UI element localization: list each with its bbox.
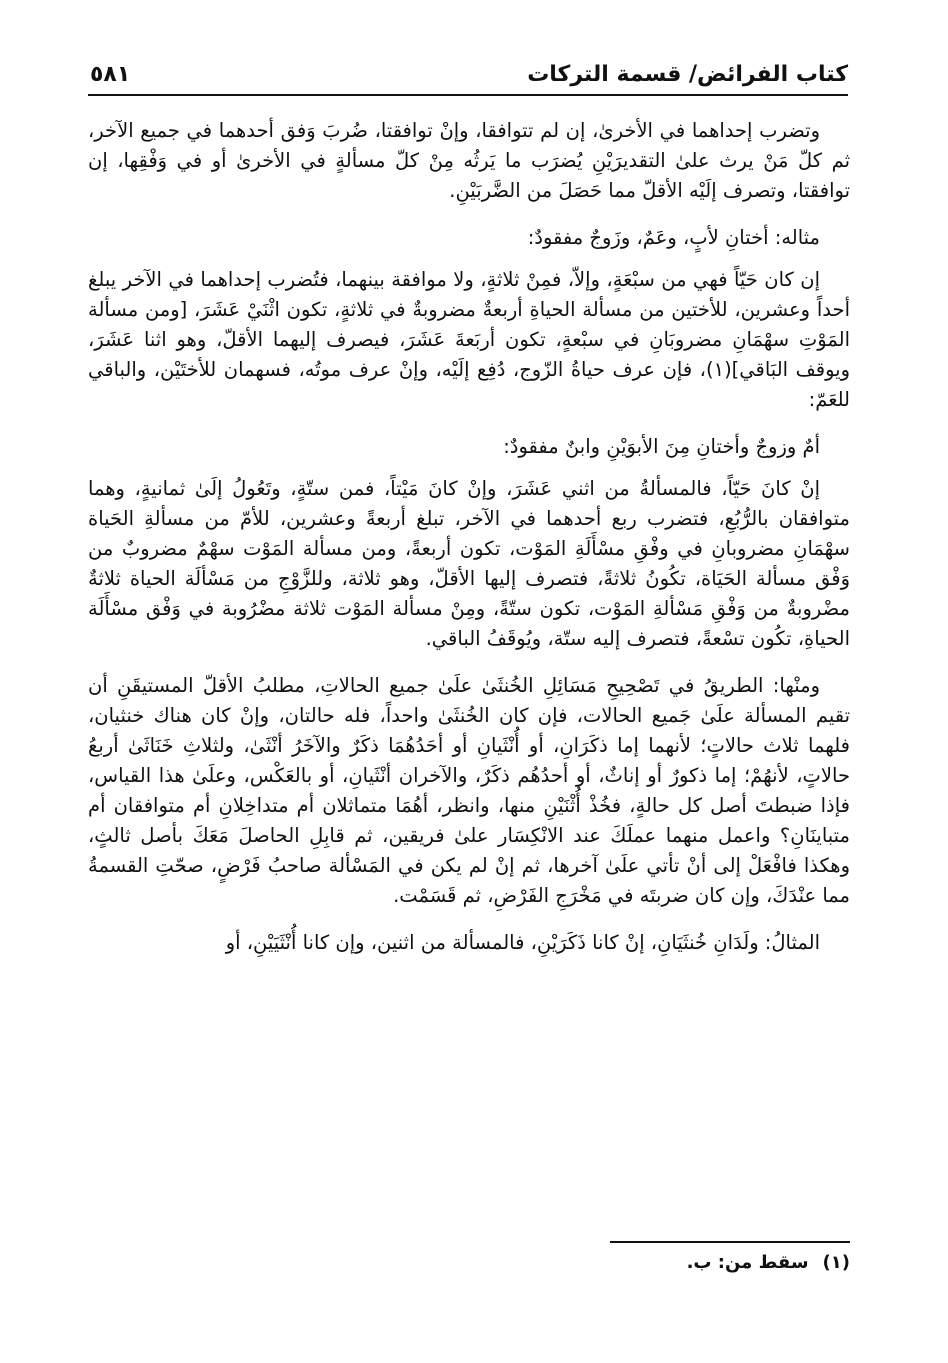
paragraph-second-heading: أمٌ وزوجٌ وأختانِ مِنَ الأبوَيْنِ وابنٌ مفقودٌ: <box>503 435 820 458</box>
paragraph-example-one: إن كان حَيّاً فهي من سبْعَةٍ، وإلاّ، فمِنْ ثلاثةٍ، ولا موافقة بينهما، فتُضرب إحداهما في الآخر يبلغ أحداً وعشرين، للأختين من مسألة الحياةِ أربعةٌ مضروبةٌ في ثلاثةٍ، تكون اثْنَيْ عَشَرَ، [ومن مسألة المَوْتِ سهْمَانِ مضروبَانِ في سبْعةٍ، تكون أربَعةَ عَشَرَ، فيصرف إليهما الأقلّ، وهو اثنا عَشَرَ، ويوقف البَاقي](١)، فإن عرف حياةُ الزّوج، دُفِع إلَيْه، وإنْ عرف موتُه، فسهمان للأختَيْن، والباقي للعَمّ: <box>88 268 850 411</box>
paragraph-example-two: إنْ كانَ حَيّاً، فالمسألةُ من اثني عَشَرَ، وإنْ كانَ مَيْتاً، فمن ستّةٍ، وتَعُولُ إلَىٰ ثمانيةٍ، وهما متوافقان بالرُّبُعِ، فتضرب ربع أحدهما في الآخر، تبلغ أربعةً وعشرين، للأمّ من مسألةِ الحَياة سهْمَانِ مضروبانِ في وفْقِ مسْأَلَةِ المَوْت، تكون أربعةً، ومن مسألة المَوْت سهْمٌ مضروبٌ من وَفْق مسألة الحَيَاة، تكُونُ ثلاثةً، فتصرف إليها الأقلّ، وهو ثلاثة، وللزَّوْجِ من مَسْألَة الحياة ثلاثةٌ مضْروبةٌ من وَفْقِ مَسْألةِ المَوْت، تكون ستّةً، ومِنْ مسألة المَوْت ثلاثة مضْرُوبة في وَفْق مسْأَلَة الحياةِ، تكُون تسْعةً، فتصرف إليه ستّة، ويُوقَفُ الباقي. <box>88 477 850 650</box>
footnote-text: سقط من: ب. <box>686 1252 809 1273</box>
page-number: ٥٨١ <box>90 62 131 87</box>
paragraph-intro: وتضرب إحداهما في الأخرىٰ، إن لم تتوافقا، وإنْ توافقتا، ضُربَ وَفق أحدهما في جميع الآخر، ثم كلّ مَنْ يرث علىٰ التقديرَيْنِ يُضرَب ما يَرثُه مِنْ كلّ مسألةٍ في الأخرىٰ أو في وَفْقِها، إن توافقتا، وتصرف إلَيْه الأقلّ مما حَصَلَ من الضَّربَيْنِ. <box>88 119 850 202</box>
body-text <box>88 116 850 975</box>
footnote-number: (١) <box>822 1252 850 1273</box>
footnote <box>687 1252 850 1273</box>
paragraph-final-example: المثالُ: ولَدَانِ خُنثَيَانِ، إنْ كانا ذَكَرَيْنِ، فالمسألة من اثنين، وإن كانا أُنْثَيَيْنِ، أو <box>225 931 820 954</box>
running-header <box>88 54 848 96</box>
footnote-divider <box>610 1241 850 1243</box>
running-header-title: كتاب الفرائض/ قسمة التركات <box>527 62 848 87</box>
paragraph-hermaphrodite-method: ومنْها: الطريقُ في تَصْحِيحِ مَسَائِلِ الخُنثَىٰ علَىٰ جميع الحالاتِ، مطلبُ الأقلّ المستيقَنِ أن تقيم المسألة علَىٰ جَميع الحالات، فإن كان الخُنثَىٰ واحداً، فله حالتان، وإنْ كان هناك خنثيان، فلهما ثلاث حالاتٍ؛ لأنهما إما ذكَرَانِ، أو أُنْثَيانِ أو أحَدُهُمَا ذكَرٌ والآخَرُ أنْثَىٰ، ولثلاثِ خَنَاثَىٰ أربعُ حالاتٍ، لأنهُمْ؛ إما ذكورٌ أو إناثٌ، أو أحدُهُم ذكَرٌ، والآخران أنْثَيانِ، أو بالعَكْس، وعلَىٰ هذا القياس، فإذا ضبطتَ أصل كل حالةٍ، فخُذْ أُثْنَيْنِ منها، وانظر، أهُمَا متماثلان أم متداخِلانِ أم متوافقان أم متباينَانِ؟ واعمل منهما عملَكَ عند الانْكِسَار علىٰ فريقين، ثم قابِلِ الحاصلَ مَعَكَ بأصل ثالثٍ، وهكذا فافْعَلْ إلى أنْ تأتي علَىٰ آخرها، ثم إنْ لم يكن في المَسْألة صاحبُ فَرْضٍ، صحّتِ القسمةُ مما عنْدَكَ، وإن كان ضربتَه في مَخْرَجِ الفَرْضِ، ثم قَسَمْت. <box>88 674 850 907</box>
paragraph-example-heading: مثاله: أختانِ لأبٍ، وعَمٌ، وزَوجٌ مفقودٌ: <box>527 226 820 249</box>
